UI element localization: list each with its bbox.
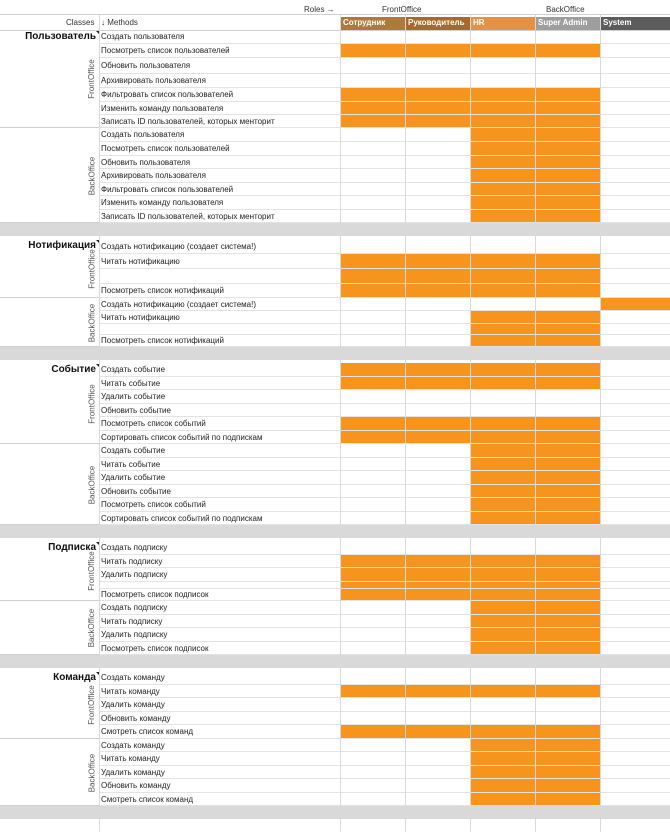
permission-cell[interactable] <box>405 779 470 793</box>
permission-cell-granted[interactable] <box>340 269 405 284</box>
permission-cell[interactable] <box>535 30 600 44</box>
permission-cell-granted[interactable] <box>470 363 535 377</box>
permission-cell-granted[interactable] <box>340 284 405 298</box>
subgroup-divider <box>0 600 99 601</box>
permission-cell-granted[interactable] <box>470 169 535 183</box>
permission-cell-granted[interactable] <box>470 752 535 766</box>
subgroup-label: FrontOffice <box>87 59 96 99</box>
permission-cell[interactable] <box>340 58 405 74</box>
method-name: Создать подписку <box>101 603 168 612</box>
permission-cell-granted[interactable] <box>340 568 405 582</box>
permission-cell[interactable] <box>600 196 670 210</box>
permission-cell[interactable] <box>470 541 535 555</box>
method-name: Читать нотификацию <box>101 256 180 266</box>
permission-cell[interactable] <box>405 196 470 210</box>
subgroup-label: FrontOffice <box>87 248 96 289</box>
method-name: Создать нотификацию (создает система!) <box>101 299 257 309</box>
permission-cell-granted[interactable] <box>470 498 535 512</box>
permission-cell-granted[interactable] <box>340 725 405 739</box>
permission-cell-granted[interactable] <box>470 417 535 431</box>
methods-label: ↓ Methods <box>101 18 138 27</box>
column-divider <box>600 14 601 832</box>
method-name: Удалить команду <box>101 767 165 777</box>
permission-cell[interactable] <box>340 541 405 555</box>
method-name: Обновить команду <box>101 781 171 790</box>
permission-cell[interactable] <box>405 752 470 766</box>
permission-cell[interactable] <box>340 498 405 512</box>
permission-cell[interactable] <box>340 752 405 766</box>
subgroup-label: FrontOffice <box>87 383 96 424</box>
permission-cell[interactable] <box>470 74 535 88</box>
permission-cell[interactable] <box>470 390 535 404</box>
permission-cell[interactable] <box>405 390 470 404</box>
permission-cell[interactable] <box>405 74 470 88</box>
method-name: Сортировать список событий по подпискам <box>101 513 263 523</box>
subgroup-label: FrontOffice <box>87 551 96 591</box>
column-divider <box>405 14 406 832</box>
permission-cell-granted[interactable] <box>535 196 600 210</box>
permission-cell-granted[interactable] <box>535 269 600 284</box>
method-name: Сортировать список событий по подпискам <box>101 432 263 442</box>
permission-cell-granted[interactable] <box>340 363 405 377</box>
permission-cell-granted[interactable] <box>535 254 600 269</box>
permission-cell[interactable] <box>405 628 470 642</box>
permission-cell[interactable] <box>405 671 470 685</box>
section-separator <box>0 223 670 236</box>
permission-cell[interactable] <box>340 698 405 712</box>
subgroup-label: FrontOffice <box>87 685 96 725</box>
permission-cell[interactable] <box>405 142 470 156</box>
header-divider <box>0 14 670 15</box>
classes-label: Classes <box>66 18 95 27</box>
class-name: Команда <box>53 672 96 683</box>
method-name: Смотреть список команд <box>101 727 194 736</box>
method-name: Удалить команду <box>101 700 165 709</box>
permission-cell[interactable] <box>535 541 600 555</box>
subgroup-label: BackOffice <box>87 608 96 648</box>
permission-cell-granted[interactable] <box>470 601 535 615</box>
permission-cell-granted[interactable] <box>535 568 600 582</box>
method-name: Создать пользователя <box>101 130 185 139</box>
subgroup-label: BackOffice <box>87 156 96 195</box>
permission-cell-granted[interactable] <box>470 128 535 142</box>
permission-cell-granted[interactable] <box>470 471 535 485</box>
permission-cell-granted[interactable] <box>470 779 535 793</box>
permission-cell[interactable] <box>600 444 670 458</box>
method-name: Посмотреть список нотификаций <box>101 286 224 295</box>
permission-cell[interactable] <box>600 752 670 766</box>
subgroup-divider <box>0 127 99 128</box>
subgroup-divider <box>0 297 99 298</box>
method-name: Посмотреть список подписок <box>101 590 209 599</box>
permission-cell[interactable] <box>405 541 470 555</box>
method-name: Читать команду <box>101 686 160 696</box>
method-name: Читать событие <box>101 459 161 469</box>
method-name: Читать подписку <box>101 556 163 566</box>
permission-cell[interactable] <box>600 568 670 582</box>
permission-cell-granted[interactable] <box>535 752 600 766</box>
method-name: Обновить пользователя <box>101 61 191 70</box>
permission-cell-granted[interactable] <box>470 568 535 582</box>
permission-cell-granted[interactable] <box>535 725 600 739</box>
permission-cell[interactable] <box>340 142 405 156</box>
permission-cell[interactable] <box>405 128 470 142</box>
class-name: Нотификация <box>28 240 96 251</box>
permission-cell[interactable] <box>600 601 670 615</box>
permission-cell[interactable] <box>340 601 405 615</box>
class-name: Пользователь <box>25 31 96 42</box>
permission-cell-granted[interactable] <box>340 417 405 431</box>
permission-cell[interactable] <box>600 74 670 88</box>
role-header-system: System <box>600 17 670 30</box>
permission-cell-granted[interactable] <box>405 363 470 377</box>
permission-cell[interactable] <box>600 269 670 284</box>
section-separator <box>0 806 670 819</box>
permission-cell-granted[interactable] <box>470 196 535 210</box>
permission-cell-granted[interactable] <box>470 628 535 642</box>
permission-cell[interactable] <box>600 390 670 404</box>
subgroup-label: BackOffice <box>87 465 96 504</box>
permission-cell[interactable] <box>600 142 670 156</box>
method-name: Создать событие <box>101 365 166 374</box>
permission-cell-granted[interactable] <box>535 169 600 183</box>
permission-cell-granted[interactable] <box>535 284 600 298</box>
section-separator <box>0 655 670 668</box>
class-name: Подписка <box>48 542 96 553</box>
permission-cell[interactable] <box>470 58 535 74</box>
permission-cell[interactable] <box>535 58 600 74</box>
column-divider <box>470 14 471 832</box>
permission-cell-granted[interactable] <box>470 142 535 156</box>
subgroup-label: BackOffice <box>87 303 96 342</box>
permission-cell-granted[interactable] <box>405 284 470 298</box>
permission-cell-granted[interactable] <box>470 254 535 269</box>
permission-cell[interactable] <box>340 390 405 404</box>
role-header-manager: Руководитель <box>405 17 470 30</box>
method-name: Изменить команду пользователя <box>101 103 224 113</box>
permission-cell-granted[interactable] <box>405 44 470 58</box>
column-divider <box>535 14 536 832</box>
permission-cell-granted[interactable] <box>470 88 535 102</box>
subgroup-divider <box>0 738 99 739</box>
method-name: Изменить команду пользователя <box>101 198 224 207</box>
permission-cell-granted[interactable] <box>535 363 600 377</box>
permission-cell[interactable] <box>405 498 470 512</box>
group-header-backoffice: BackOffice <box>546 5 585 14</box>
permission-cell[interactable] <box>405 239 470 254</box>
method-name: Фильтровать список пользователей <box>101 184 234 194</box>
permission-cell[interactable] <box>600 725 670 739</box>
permission-cell[interactable] <box>600 30 670 44</box>
method-name: Создать команду <box>101 673 165 682</box>
permission-cell-granted[interactable] <box>535 88 600 102</box>
permission-cell-granted[interactable] <box>405 568 470 582</box>
permission-cell[interactable] <box>600 58 670 74</box>
permission-cell-granted[interactable] <box>470 284 535 298</box>
permission-cell[interactable] <box>405 169 470 183</box>
method-name: Записать ID пользователей, которых менторит <box>101 116 275 126</box>
method-name: Посмотреть список нотификаций <box>101 336 224 345</box>
method-name: Обновить команду <box>101 713 171 723</box>
method-name: Создать подписку <box>101 543 168 552</box>
permission-cell-granted[interactable] <box>340 88 405 102</box>
permission-cell[interactable] <box>600 628 670 642</box>
permission-cell-granted[interactable] <box>405 269 470 284</box>
permission-cell-granted[interactable] <box>535 601 600 615</box>
permission-cell-granted[interactable] <box>535 628 600 642</box>
permission-cell[interactable] <box>600 541 670 555</box>
method-name: Удалить событие <box>101 473 166 482</box>
permission-cell[interactable] <box>405 601 470 615</box>
method-name: Архивировать пользователя <box>101 76 206 85</box>
method-name: Удалить подписку <box>101 630 168 639</box>
roles-label: Roles → <box>304 5 335 14</box>
permission-cell-granted[interactable] <box>340 254 405 269</box>
method-name: Обновить событие <box>101 486 171 496</box>
permission-cell[interactable] <box>600 88 670 102</box>
permission-cell-granted[interactable] <box>470 269 535 284</box>
permission-cell[interactable] <box>600 471 670 485</box>
permission-cell[interactable] <box>405 30 470 44</box>
permission-cell[interactable] <box>340 471 405 485</box>
method-name: Архивировать пользователя <box>101 171 206 180</box>
role-header-hr: HR <box>470 17 535 30</box>
method-name: Посмотреть список пользователей <box>101 144 230 153</box>
method-name: Смотреть список команд <box>101 794 194 804</box>
permission-cell[interactable] <box>340 239 405 254</box>
method-name: Обновить событие <box>101 405 171 415</box>
permission-cell[interactable] <box>600 284 670 298</box>
method-name: Читать команду <box>101 754 160 763</box>
method-name: Читать событие <box>101 378 161 388</box>
method-name: Записать ID пользователей, которых менторит <box>101 211 275 221</box>
permission-cell[interactable] <box>600 239 670 254</box>
method-name: Посмотреть список пользователей <box>101 46 230 55</box>
permission-cell[interactable] <box>340 169 405 183</box>
method-name: Фильтровать список пользователей <box>101 90 234 99</box>
method-name: Создать команду <box>101 740 165 750</box>
permission-cell-granted[interactable] <box>405 88 470 102</box>
permission-cell[interactable] <box>600 254 670 269</box>
permission-cell[interactable] <box>470 698 535 712</box>
permission-cell[interactable] <box>600 417 670 431</box>
role-header-employee: Сотрудник <box>340 17 405 30</box>
permission-cell-granted[interactable] <box>535 779 600 793</box>
column-divider <box>340 14 341 832</box>
permission-cell[interactable] <box>470 30 535 44</box>
permission-cell[interactable] <box>340 671 405 685</box>
permission-cell-granted[interactable] <box>340 44 405 58</box>
subgroup-divider <box>0 443 99 444</box>
permission-cell-granted[interactable] <box>535 128 600 142</box>
permission-cell[interactable] <box>340 128 405 142</box>
permission-cell[interactable] <box>340 30 405 44</box>
permission-cell-granted[interactable] <box>535 417 600 431</box>
permission-cell[interactable] <box>340 444 405 458</box>
permission-cell[interactable] <box>535 671 600 685</box>
permission-cell-granted[interactable] <box>470 44 535 58</box>
method-name: Удалить подписку <box>101 570 168 579</box>
permission-cell-granted[interactable] <box>405 254 470 269</box>
permission-cell[interactable] <box>600 671 670 685</box>
permission-cell[interactable] <box>600 169 670 183</box>
permission-cell-granted[interactable] <box>535 444 600 458</box>
method-name: Посмотреть список событий <box>101 500 206 509</box>
permission-cell[interactable] <box>405 471 470 485</box>
permission-cell-granted[interactable] <box>405 725 470 739</box>
permission-cell[interactable] <box>340 196 405 210</box>
subgroup-label: BackOffice <box>87 753 96 792</box>
permission-cell-granted[interactable] <box>470 725 535 739</box>
method-name: Обновить пользователя <box>101 157 191 167</box>
permission-cell[interactable] <box>535 239 600 254</box>
permission-cell[interactable] <box>600 128 670 142</box>
permission-cell[interactable] <box>405 58 470 74</box>
permission-cell-granted[interactable] <box>535 471 600 485</box>
permission-cell-granted[interactable] <box>535 498 600 512</box>
permission-cell[interactable] <box>405 444 470 458</box>
column-divider <box>99 14 100 832</box>
permission-cell[interactable] <box>600 498 670 512</box>
permission-cell[interactable] <box>535 390 600 404</box>
permission-cell[interactable] <box>600 698 670 712</box>
method-name: Посмотреть список событий <box>101 419 206 428</box>
method-name: Читать нотификацию <box>101 312 180 322</box>
method-name: Создать пользователя <box>101 32 185 41</box>
permission-cell-granted[interactable] <box>470 444 535 458</box>
method-name: Создать нотификацию (создает система!) <box>101 241 257 251</box>
method-name: Удалить событие <box>101 392 166 401</box>
permission-cell[interactable] <box>470 671 535 685</box>
method-name: Создать событие <box>101 446 166 455</box>
permission-cell[interactable] <box>470 239 535 254</box>
class-name: Событие <box>51 364 96 375</box>
permission-cell[interactable] <box>535 74 600 88</box>
permission-cell[interactable] <box>600 44 670 58</box>
permission-cell[interactable] <box>340 74 405 88</box>
permission-cell[interactable] <box>535 698 600 712</box>
permission-cell-granted[interactable] <box>405 417 470 431</box>
permission-cell[interactable] <box>600 779 670 793</box>
permission-cell[interactable] <box>340 628 405 642</box>
group-header-frontoffice: FrontOffice <box>382 5 422 14</box>
permission-cell[interactable] <box>340 779 405 793</box>
method-name: Посмотреть список подписок <box>101 643 209 653</box>
permission-cell-granted[interactable] <box>535 142 600 156</box>
method-name: Читать подписку <box>101 616 163 626</box>
section-separator <box>0 525 670 538</box>
section-separator <box>0 347 670 360</box>
permission-cell[interactable] <box>600 363 670 377</box>
role-header-super-admin: Super Admin <box>535 17 600 30</box>
permission-cell-granted[interactable] <box>535 44 600 58</box>
header-divider <box>0 30 670 31</box>
permission-cell[interactable] <box>405 698 470 712</box>
